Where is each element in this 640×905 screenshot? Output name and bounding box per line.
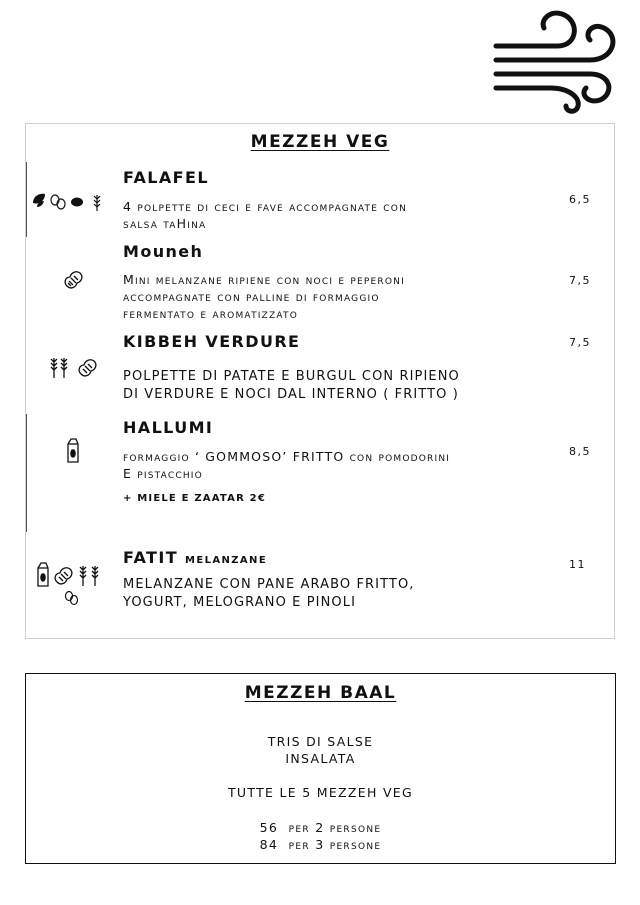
item-name: FALAFEL	[123, 168, 209, 187]
item-price: 11	[569, 558, 586, 571]
mezzeh-veg-title: MEZZEH VEG	[250, 132, 390, 152]
wheat-icon	[80, 566, 98, 586]
mezzeh-baal-section	[25, 673, 616, 864]
divider-line	[26, 162, 27, 237]
sesame-icon	[71, 198, 83, 207]
allergen-icons	[62, 268, 86, 292]
baal-line-insalata: INSALATA	[285, 751, 356, 766]
leaf-icon	[33, 194, 45, 207]
item-description: MELANZANE CON PANE ARABO FRITTO, YOGURT, MELOGRANO E PINOLI	[123, 577, 415, 610]
peanut-icon	[55, 568, 72, 584]
item-name: HALLUMI	[123, 418, 214, 437]
allergen-icons	[64, 436, 82, 464]
item-extra: + MIELE E ZAATAR 2€	[123, 493, 266, 504]
milk-icon	[68, 439, 78, 462]
baal-price-2: 56 per 2 persone	[259, 820, 382, 835]
baal-price-3: 84 per 3 persone	[259, 837, 382, 852]
egg-icon	[51, 195, 65, 209]
egg-icon	[66, 592, 78, 605]
baal-line-salse: TRIS DI SALSE	[267, 734, 374, 749]
item-description: Mini melanzane ripiene con noci e peperoni accompagnate con palline di formaggio fermentato e aromatizzato	[123, 272, 405, 321]
item-price: 7,5	[569, 274, 591, 287]
divider-line	[26, 414, 27, 532]
peanut-icon	[65, 272, 82, 288]
wheat-icon	[94, 195, 100, 211]
allergen-icons	[35, 560, 107, 610]
item-description: formaggio ‘ GOMMOSO’ FRITTO con pomodorini E pistacchio	[123, 449, 451, 481]
mezzeh-baal-title: MEZZEH BAAL	[244, 683, 397, 703]
item-name: Mouneh	[123, 242, 204, 261]
milk-icon	[38, 563, 48, 586]
item-name: KIBBEH VERDURE	[123, 332, 301, 351]
wheat-icon	[51, 358, 67, 378]
peanut-icon	[79, 360, 96, 376]
allergen-icons	[48, 354, 104, 380]
item-description: POLPETTE DI PATATE E BURGUL CON RIPIENO DI VERDURE E NOCI DAL INTERNO ( FRITTO )	[123, 369, 460, 402]
item-description: 4 polpette di ceci e fave accompagnate con salsa taHina	[123, 199, 407, 231]
baal-line-mezzeh: TUTTE LE 5 MEZZEH VEG	[228, 785, 413, 800]
item-price: 8,5	[569, 445, 591, 458]
item-price: 6,5	[569, 193, 591, 206]
mezzeh-veg-section	[25, 123, 615, 639]
wind-logo-icon	[488, 6, 620, 116]
item-price: 7,5	[569, 336, 591, 349]
allergen-icons	[31, 191, 111, 213]
item-name: FATIT melanzane	[123, 548, 268, 567]
